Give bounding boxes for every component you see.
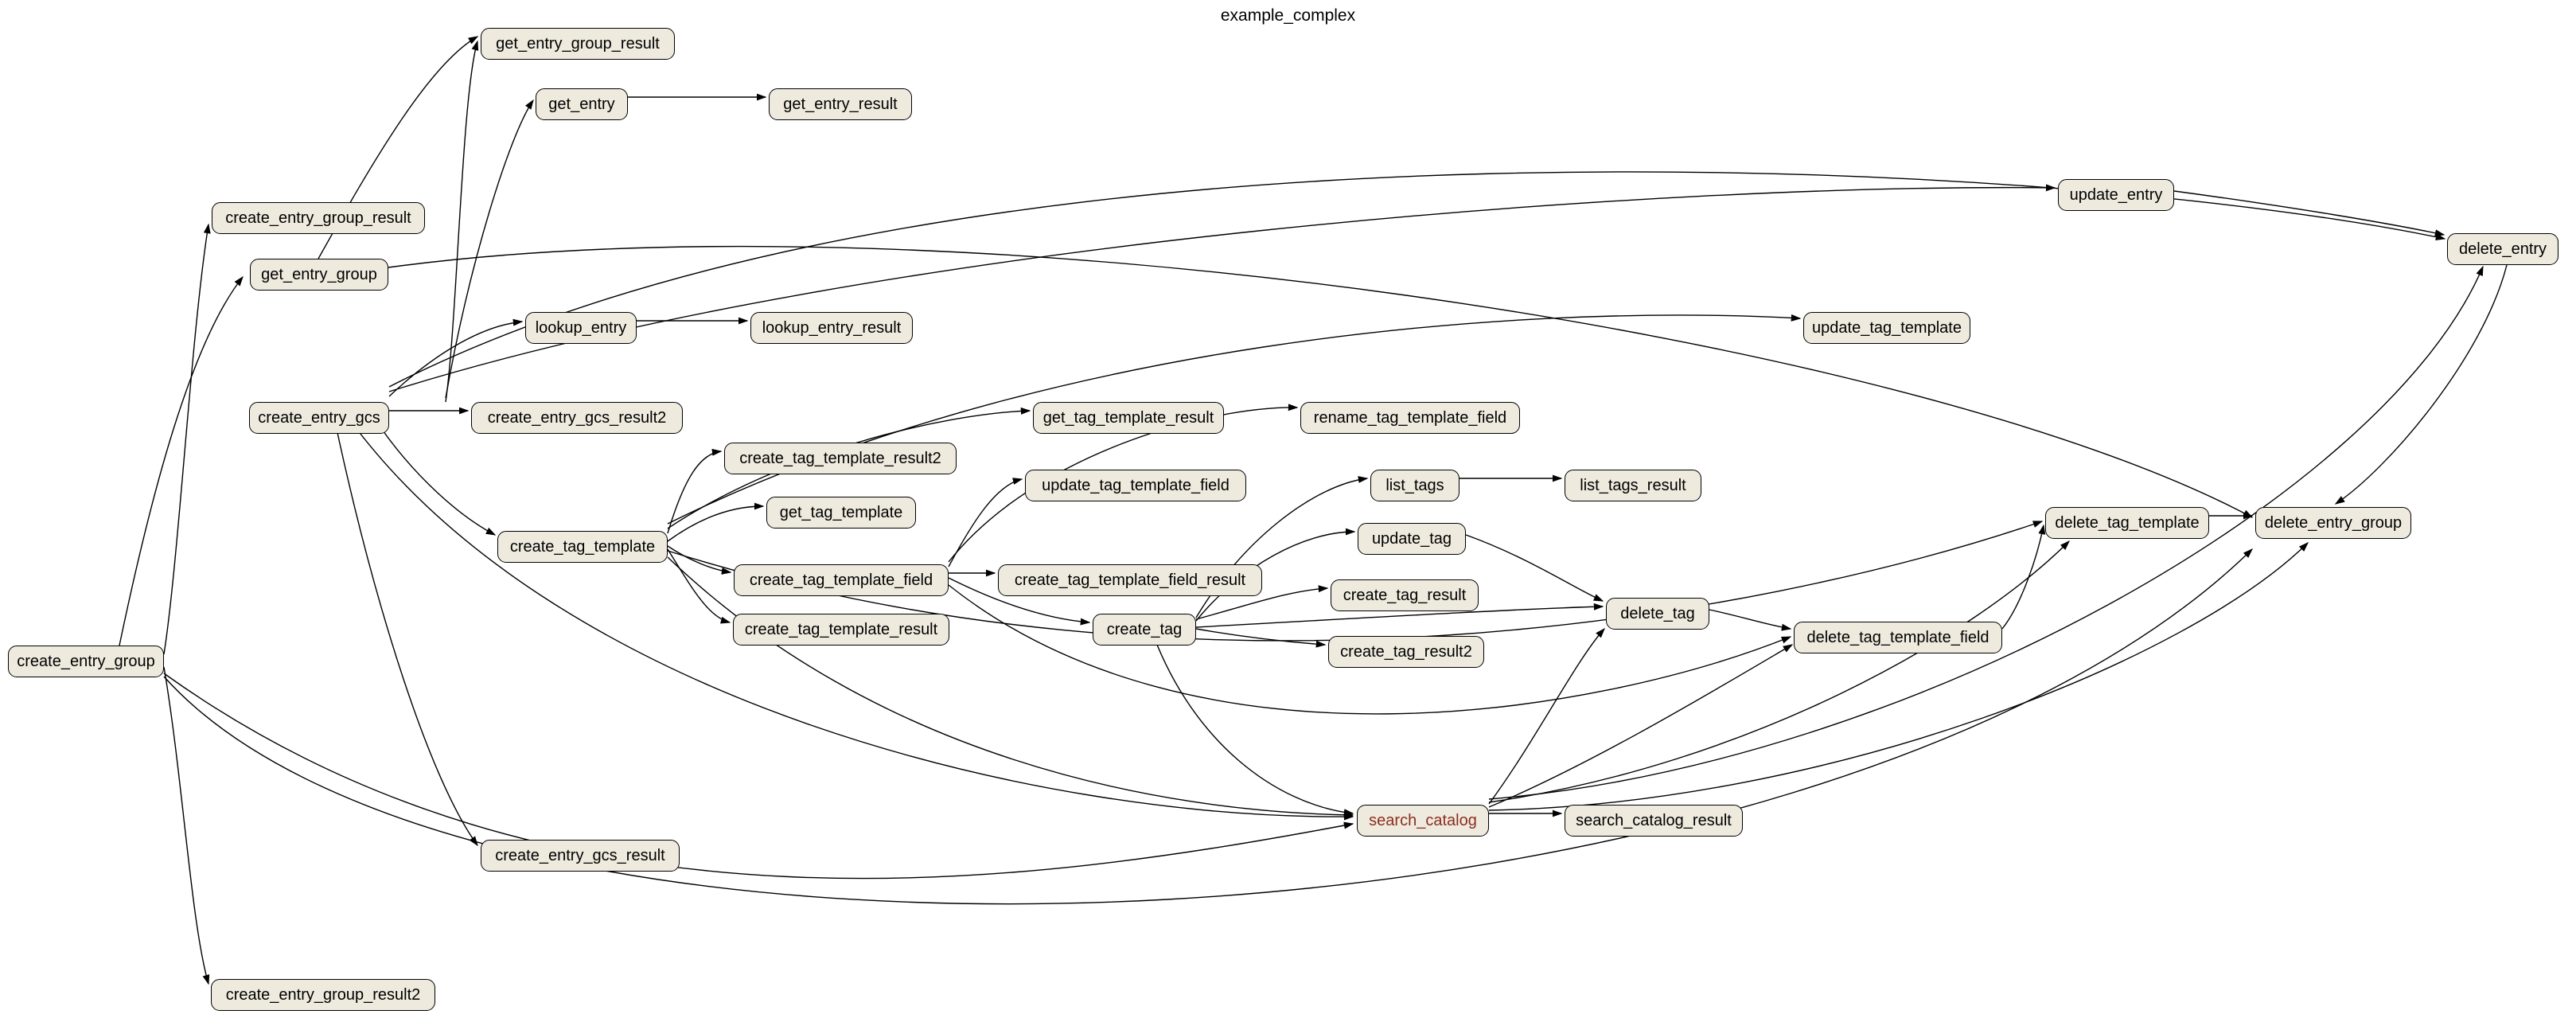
node-label: list_tags — [1385, 476, 1444, 494]
node-lookup_entry_result[interactable] — [750, 312, 913, 344]
node-label: get_tag_template_result — [1042, 408, 1214, 427]
node-create_entry_gcs_result2[interactable] — [471, 402, 683, 434]
node-label: create_entry_group_result — [225, 209, 411, 227]
node-create_tag_template_result[interactable] — [733, 614, 949, 646]
node-label: create_tag_template_field — [749, 571, 933, 589]
node-label: update_tag_template_field — [1042, 476, 1230, 494]
node-get_entry_group[interactable] — [250, 259, 388, 291]
node-label: create_tag_result — [1343, 586, 1467, 604]
node-label: update_tag — [1371, 529, 1452, 548]
node-label: create_tag_template_field_result — [1014, 571, 1246, 589]
node-update_tag[interactable] — [1358, 523, 1466, 555]
node-get_tag_template[interactable] — [766, 497, 916, 529]
node-create_tag[interactable] — [1093, 614, 1196, 646]
node-list_tags[interactable] — [1370, 470, 1459, 501]
node-label: get_entry_result — [783, 95, 898, 113]
node-label: create_tag — [1106, 620, 1183, 638]
node-label: get_tag_template — [779, 503, 903, 521]
node-label: create_entry_gcs_result2 — [487, 408, 667, 427]
page-title: example_complex — [1220, 6, 1356, 25]
node-label: rename_tag_template_field — [1313, 408, 1507, 427]
node-create_tag_template_field[interactable] — [734, 564, 949, 596]
node-label: create_entry_gcs_result — [495, 846, 665, 864]
node-delete_tag_template[interactable] — [2045, 507, 2209, 539]
node-search_catalog[interactable] — [1357, 805, 1489, 837]
node-label: lookup_entry_result — [762, 318, 902, 337]
node-label: create_tag_template_result — [744, 620, 938, 638]
node-create_tag_template_result2[interactable] — [724, 443, 957, 474]
node-label: delete_tag — [1620, 604, 1695, 622]
node-create_entry_gcs_result[interactable] — [481, 840, 680, 872]
node-label: get_entry — [548, 95, 615, 113]
node-get_tag_template_result[interactable] — [1033, 402, 1224, 434]
node-label: delete_entry_group — [2264, 513, 2403, 532]
node-delete_tag[interactable] — [1606, 598, 1709, 630]
node-label: create_tag_template_result2 — [739, 449, 941, 467]
node-label: delete_entry — [2458, 240, 2547, 258]
node-create_entry_group[interactable] — [8, 646, 164, 677]
node-get_entry_group_result[interactable] — [481, 28, 675, 60]
node-label: search_catalog_result — [1576, 811, 1732, 829]
node-update_tag_template[interactable] — [1803, 312, 1970, 344]
node-create_tag_result[interactable] — [1331, 579, 1479, 611]
node-label: create_entry_gcs — [258, 408, 380, 427]
node-label: list_tags_result — [1580, 476, 1686, 494]
node-create_entry_group_result[interactable] — [212, 202, 425, 234]
node-create_tag_template_field_result[interactable] — [998, 564, 1262, 596]
node-label: delete_tag_template — [2055, 513, 2200, 532]
node-label: create_entry_group — [17, 652, 155, 670]
node-create_tag_template[interactable] — [497, 531, 668, 563]
node-get_entry_result[interactable] — [769, 88, 912, 120]
node-label: create_tag_result2 — [1340, 642, 1472, 661]
node-label: get_entry_group_result — [496, 34, 660, 53]
node-update_tag_template_field[interactable] — [1025, 470, 1246, 501]
node-delete_tag_template_field[interactable] — [1794, 622, 2002, 653]
node-update_entry[interactable] — [2058, 179, 2174, 211]
node-create_tag_result2[interactable] — [1328, 636, 1484, 668]
node-label: create_entry_group_result2 — [225, 985, 421, 1004]
node-search_catalog_result[interactable] — [1565, 805, 1743, 837]
node-lookup_entry[interactable] — [525, 312, 637, 344]
node-label: search_catalog — [1369, 811, 1477, 829]
node-create_entry_gcs[interactable] — [249, 402, 389, 434]
node-label: get_entry_group — [261, 265, 377, 283]
node-label: delete_tag_template_field — [1806, 628, 1989, 646]
node-label: lookup_entry — [535, 318, 627, 337]
node-label: update_tag_template — [1812, 318, 1962, 337]
node-delete_entry[interactable] — [2447, 233, 2558, 265]
node-label: update_entry — [2069, 185, 2163, 204]
node-delete_entry_group[interactable] — [2255, 507, 2411, 539]
node-get_entry[interactable] — [536, 88, 628, 120]
node-list_tags_result[interactable] — [1565, 470, 1701, 501]
node-create_entry_group_result2[interactable] — [211, 979, 435, 1011]
node-label: create_tag_template — [509, 537, 656, 556]
node-rename_tag_template_field[interactable] — [1300, 402, 1520, 434]
